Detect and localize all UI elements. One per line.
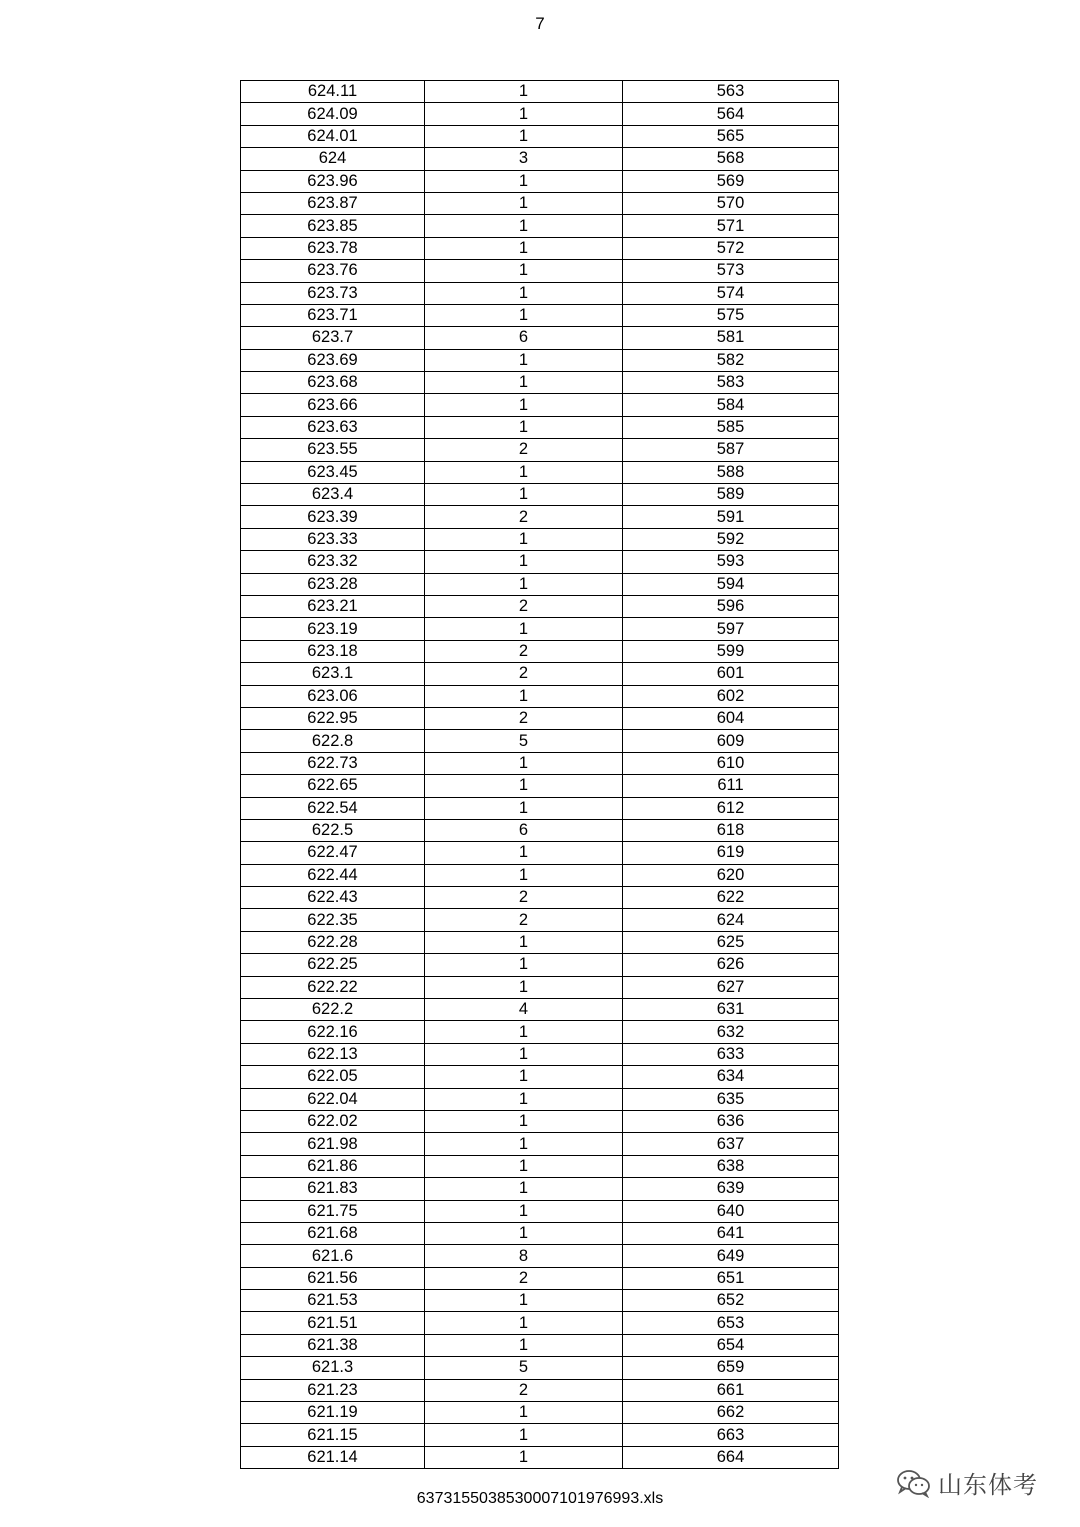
cumulative-cell: 594 — [623, 573, 839, 595]
cumulative-cell: 581 — [623, 327, 839, 349]
cumulative-cell: 568 — [623, 148, 839, 170]
cumulative-cell: 626 — [623, 954, 839, 976]
count-cell: 1 — [425, 349, 623, 371]
score-cell: 622.8 — [241, 730, 425, 752]
cumulative-cell: 625 — [623, 931, 839, 953]
score-cell: 624.09 — [241, 103, 425, 125]
score-cell: 623.87 — [241, 192, 425, 214]
table-body — [241, 81, 839, 1469]
cumulative-cell: 563 — [623, 81, 839, 103]
table-row — [241, 775, 839, 797]
table-row — [241, 595, 839, 617]
cumulative-cell: 652 — [623, 1290, 839, 1312]
score-cell: 622.47 — [241, 842, 425, 864]
count-cell: 1 — [425, 1402, 623, 1424]
cumulative-cell: 588 — [623, 461, 839, 483]
score-cell: 623.7 — [241, 327, 425, 349]
table-row — [241, 551, 839, 573]
table-row — [241, 1357, 839, 1379]
table-row — [241, 1021, 839, 1043]
count-cell: 1 — [425, 1222, 623, 1244]
table-row — [241, 282, 839, 304]
watermark-text: 山东体考 — [938, 1472, 1038, 1499]
count-cell: 1 — [425, 931, 623, 953]
score-cell: 623.85 — [241, 215, 425, 237]
count-cell: 1 — [425, 797, 623, 819]
count-cell: 2 — [425, 887, 623, 909]
count-cell: 1 — [425, 1021, 623, 1043]
count-cell: 1 — [425, 1424, 623, 1446]
file-name: 6373155038530007101976993.xls — [416, 1490, 664, 1507]
count-cell: 1 — [425, 125, 623, 147]
table-row — [241, 528, 839, 550]
table-row — [241, 797, 839, 819]
cumulative-cell: 631 — [623, 999, 839, 1021]
score-cell: 622.28 — [241, 931, 425, 953]
table-row — [241, 909, 839, 931]
table-row — [241, 1334, 839, 1356]
score-cell: 623.76 — [241, 260, 425, 282]
table-row — [241, 954, 839, 976]
score-cell: 621.56 — [241, 1267, 425, 1289]
cumulative-cell: 612 — [623, 797, 839, 819]
count-cell: 6 — [425, 327, 623, 349]
table-row — [241, 640, 839, 662]
count-cell: 1 — [425, 528, 623, 550]
count-cell: 2 — [425, 439, 623, 461]
count-cell: 1 — [425, 81, 623, 103]
score-cell: 621.23 — [241, 1379, 425, 1401]
table-row — [241, 752, 839, 774]
table-row — [241, 819, 839, 841]
count-cell: 1 — [425, 304, 623, 326]
table-row — [241, 484, 839, 506]
cumulative-cell: 585 — [623, 416, 839, 438]
cumulative-cell: 564 — [623, 103, 839, 125]
score-cell: 623.69 — [241, 349, 425, 371]
table-row — [241, 1402, 839, 1424]
count-cell: 1 — [425, 573, 623, 595]
cumulative-cell: 662 — [623, 1402, 839, 1424]
count-cell: 1 — [425, 1088, 623, 1110]
count-cell: 1 — [425, 170, 623, 192]
score-cell: 622.22 — [241, 976, 425, 998]
cumulative-cell: 599 — [623, 640, 839, 662]
cumulative-cell: 583 — [623, 372, 839, 394]
count-cell: 1 — [425, 416, 623, 438]
cumulative-cell: 587 — [623, 439, 839, 461]
cumulative-cell: 622 — [623, 887, 839, 909]
table-row — [241, 103, 839, 125]
count-cell: 1 — [425, 976, 623, 998]
count-cell: 1 — [425, 1043, 623, 1065]
cumulative-cell: 611 — [623, 775, 839, 797]
table-row — [241, 931, 839, 953]
cumulative-cell: 664 — [623, 1446, 839, 1468]
table-row — [241, 1066, 839, 1088]
score-cell: 621.98 — [241, 1133, 425, 1155]
table-row — [241, 506, 839, 528]
cumulative-cell: 610 — [623, 752, 839, 774]
cumulative-cell: 635 — [623, 1088, 839, 1110]
score-cell: 623.68 — [241, 372, 425, 394]
count-cell: 2 — [425, 707, 623, 729]
score-cell: 622.73 — [241, 752, 425, 774]
table-row — [241, 237, 839, 259]
cumulative-cell: 601 — [623, 663, 839, 685]
table-row — [241, 372, 839, 394]
table-row — [241, 260, 839, 282]
count-cell: 2 — [425, 663, 623, 685]
count-cell: 5 — [425, 730, 623, 752]
table-row — [241, 1290, 839, 1312]
score-table — [240, 80, 839, 1469]
cumulative-cell: 565 — [623, 125, 839, 147]
score-cell: 623.55 — [241, 439, 425, 461]
table-row — [241, 976, 839, 998]
table-row — [241, 81, 839, 103]
score-cell: 623.63 — [241, 416, 425, 438]
cumulative-cell: 649 — [623, 1245, 839, 1267]
count-cell: 1 — [425, 954, 623, 976]
table-row — [241, 1088, 839, 1110]
score-cell: 622.2 — [241, 999, 425, 1021]
cumulative-cell: 624 — [623, 909, 839, 931]
count-cell: 1 — [425, 260, 623, 282]
count-cell: 1 — [425, 551, 623, 573]
table-row — [241, 1312, 839, 1334]
table-row — [241, 192, 839, 214]
table-row — [241, 663, 839, 685]
count-cell: 2 — [425, 1379, 623, 1401]
count-cell: 6 — [425, 819, 623, 841]
count-cell: 2 — [425, 909, 623, 931]
score-cell: 623.39 — [241, 506, 425, 528]
score-cell: 622.35 — [241, 909, 425, 931]
table-row — [241, 1245, 839, 1267]
count-cell: 4 — [425, 999, 623, 1021]
count-cell: 1 — [425, 1312, 623, 1334]
cumulative-cell: 570 — [623, 192, 839, 214]
table-row — [241, 887, 839, 909]
cumulative-cell: 618 — [623, 819, 839, 841]
score-cell: 621.51 — [241, 1312, 425, 1334]
score-cell: 621.3 — [241, 1357, 425, 1379]
table-row — [241, 125, 839, 147]
table-row — [241, 573, 839, 595]
table-row — [241, 1043, 839, 1065]
table-row — [241, 394, 839, 416]
count-cell: 1 — [425, 1066, 623, 1088]
score-cell: 623.06 — [241, 685, 425, 707]
cumulative-cell: 604 — [623, 707, 839, 729]
cumulative-cell: 574 — [623, 282, 839, 304]
count-cell: 1 — [425, 1110, 623, 1132]
cumulative-cell: 592 — [623, 528, 839, 550]
count-cell: 2 — [425, 595, 623, 617]
count-cell: 5 — [425, 1357, 623, 1379]
cumulative-cell: 582 — [623, 349, 839, 371]
score-cell: 623.33 — [241, 528, 425, 550]
cumulative-cell: 619 — [623, 842, 839, 864]
score-cell: 622.02 — [241, 1110, 425, 1132]
count-cell: 1 — [425, 372, 623, 394]
score-cell: 624.11 — [241, 81, 425, 103]
table-row — [241, 1110, 839, 1132]
count-cell: 1 — [425, 842, 623, 864]
count-cell: 1 — [425, 1446, 623, 1468]
score-cell: 622.13 — [241, 1043, 425, 1065]
count-cell: 1 — [425, 775, 623, 797]
cumulative-cell: 596 — [623, 595, 839, 617]
count-cell: 1 — [425, 1290, 623, 1312]
table-row — [241, 1178, 839, 1200]
score-cell: 623.66 — [241, 394, 425, 416]
cumulative-cell: 659 — [623, 1357, 839, 1379]
score-cell: 622.44 — [241, 864, 425, 886]
score-cell: 623.73 — [241, 282, 425, 304]
wechat-icon — [896, 1468, 932, 1498]
count-cell: 1 — [425, 1133, 623, 1155]
score-cell: 623.32 — [241, 551, 425, 573]
count-cell: 1 — [425, 752, 623, 774]
table-row — [241, 1133, 839, 1155]
count-cell: 1 — [425, 685, 623, 707]
count-cell: 2 — [425, 506, 623, 528]
count-cell: 1 — [425, 461, 623, 483]
count-cell: 1 — [425, 618, 623, 640]
count-cell: 1 — [425, 1155, 623, 1177]
count-cell: 2 — [425, 1267, 623, 1289]
count-cell: 1 — [425, 1178, 623, 1200]
cumulative-cell: 632 — [623, 1021, 839, 1043]
score-cell: 622.25 — [241, 954, 425, 976]
count-cell: 3 — [425, 148, 623, 170]
count-cell: 8 — [425, 1245, 623, 1267]
table-row — [241, 1222, 839, 1244]
table-row — [241, 864, 839, 886]
score-cell: 623.71 — [241, 304, 425, 326]
count-cell: 1 — [425, 215, 623, 237]
count-cell: 1 — [425, 484, 623, 506]
score-cell: 621.83 — [241, 1178, 425, 1200]
count-cell: 1 — [425, 192, 623, 214]
score-cell: 621.38 — [241, 1334, 425, 1356]
table-row — [241, 1424, 839, 1446]
table-row — [241, 1267, 839, 1289]
cumulative-cell: 591 — [623, 506, 839, 528]
table-row — [241, 707, 839, 729]
table-row — [241, 618, 839, 640]
cumulative-cell: 597 — [623, 618, 839, 640]
cumulative-cell: 640 — [623, 1200, 839, 1222]
table-row — [241, 842, 839, 864]
score-cell: 621.14 — [241, 1446, 425, 1468]
score-cell: 621.15 — [241, 1424, 425, 1446]
score-cell: 622.5 — [241, 819, 425, 841]
cumulative-cell: 571 — [623, 215, 839, 237]
table-row — [241, 215, 839, 237]
cumulative-cell: 654 — [623, 1334, 839, 1356]
score-cell: 623.21 — [241, 595, 425, 617]
cumulative-cell: 663 — [623, 1424, 839, 1446]
table-row — [241, 730, 839, 752]
table-row — [241, 170, 839, 192]
table-row — [241, 327, 839, 349]
cumulative-cell: 636 — [623, 1110, 839, 1132]
cumulative-cell: 637 — [623, 1133, 839, 1155]
cumulative-cell: 634 — [623, 1066, 839, 1088]
score-cell: 621.6 — [241, 1245, 425, 1267]
score-cell: 622.65 — [241, 775, 425, 797]
cumulative-cell: 627 — [623, 976, 839, 998]
score-cell: 623.45 — [241, 461, 425, 483]
table-row — [241, 999, 839, 1021]
table-row — [241, 349, 839, 371]
cumulative-cell: 575 — [623, 304, 839, 326]
score-cell: 621.68 — [241, 1222, 425, 1244]
score-cell: 622.54 — [241, 797, 425, 819]
score-cell: 624.01 — [241, 125, 425, 147]
count-cell: 1 — [425, 394, 623, 416]
score-cell: 622.05 — [241, 1066, 425, 1088]
score-cell: 623.96 — [241, 170, 425, 192]
table-row — [241, 416, 839, 438]
cumulative-cell: 584 — [623, 394, 839, 416]
cumulative-cell: 639 — [623, 1178, 839, 1200]
count-cell: 2 — [425, 640, 623, 662]
cumulative-cell: 593 — [623, 551, 839, 573]
cumulative-cell: 620 — [623, 864, 839, 886]
score-cell: 621.75 — [241, 1200, 425, 1222]
table-row — [241, 1155, 839, 1177]
cumulative-cell: 641 — [623, 1222, 839, 1244]
cumulative-cell: 569 — [623, 170, 839, 192]
count-cell: 1 — [425, 282, 623, 304]
score-cell: 622.16 — [241, 1021, 425, 1043]
score-cell: 624 — [241, 148, 425, 170]
cumulative-cell: 602 — [623, 685, 839, 707]
score-cell: 622.95 — [241, 707, 425, 729]
table-row — [241, 148, 839, 170]
score-cell: 623.19 — [241, 618, 425, 640]
table-row — [241, 304, 839, 326]
score-cell: 623.4 — [241, 484, 425, 506]
page-number: 7 — [535, 14, 545, 33]
cumulative-cell: 609 — [623, 730, 839, 752]
cumulative-cell: 573 — [623, 260, 839, 282]
score-cell: 621.86 — [241, 1155, 425, 1177]
count-cell: 1 — [425, 1200, 623, 1222]
score-cell: 623.1 — [241, 663, 425, 685]
cumulative-cell: 638 — [623, 1155, 839, 1177]
cumulative-cell: 651 — [623, 1267, 839, 1289]
score-cell: 623.18 — [241, 640, 425, 662]
cumulative-cell: 653 — [623, 1312, 839, 1334]
cumulative-cell: 633 — [623, 1043, 839, 1065]
score-cell: 622.04 — [241, 1088, 425, 1110]
table-row — [241, 1200, 839, 1222]
score-cell: 621.53 — [241, 1290, 425, 1312]
watermark — [896, 1465, 1038, 1500]
score-cell: 622.43 — [241, 887, 425, 909]
table-row — [241, 439, 839, 461]
score-cell: 621.19 — [241, 1402, 425, 1424]
table-row — [241, 1446, 839, 1468]
count-cell: 1 — [425, 864, 623, 886]
table-row — [241, 461, 839, 483]
cumulative-cell: 572 — [623, 237, 839, 259]
table-row — [241, 1379, 839, 1401]
cumulative-cell: 661 — [623, 1379, 839, 1401]
count-cell: 1 — [425, 103, 623, 125]
count-cell: 1 — [425, 1334, 623, 1356]
count-cell: 1 — [425, 237, 623, 259]
score-cell: 623.28 — [241, 573, 425, 595]
cumulative-cell: 589 — [623, 484, 839, 506]
table-row — [241, 685, 839, 707]
score-cell: 623.78 — [241, 237, 425, 259]
